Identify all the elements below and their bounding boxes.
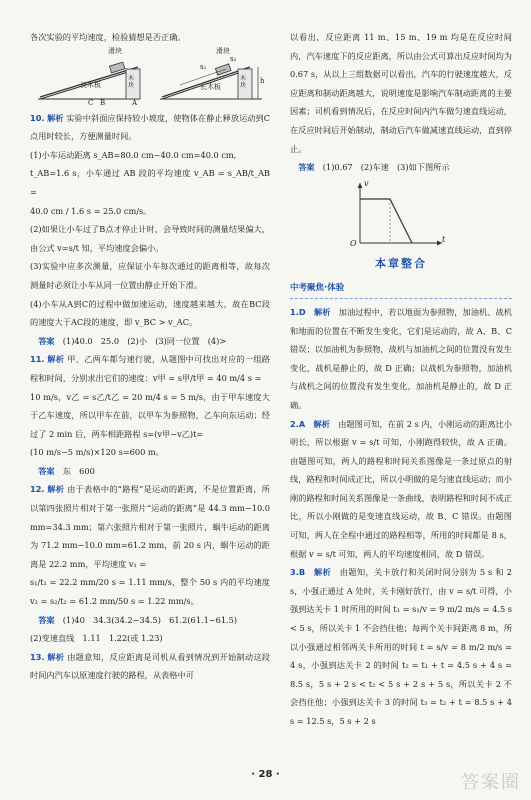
- q10-text-4: (2)如果让小车过了B点才停止计时，会导致时间的测量结果偏大，由公式 v=s/t 知，平均速度会偏小。: [30, 224, 270, 253]
- q13-answer-text: (1)0.67 (2)车速 (3)如下图所示: [322, 162, 450, 173]
- q11-answer-text: 东 600: [62, 465, 95, 476]
- item1-answer: D: [298, 306, 306, 317]
- label-s2: s₂: [230, 54, 237, 63]
- q10-answer-tag: 答案: [38, 335, 55, 346]
- vt-graph: [290, 177, 512, 249]
- item2-tag: 解析: [313, 418, 330, 429]
- q12-tag: 解析: [47, 484, 65, 495]
- q12-answer-2: (2)变速直线 1.11 1.22(或 1.23): [30, 633, 163, 644]
- q13-continued: 以看出，反应距离 11 m、15 m、19 m 均是在反应时间内，汽车速度下的反应距离，所以由公式可算出反应时间均为 0.67 s，从以上三组数据可以看出，汽车的行驶速度越大，反应距离和制动距离越大，说明速度是影响汽车制动距离的主要因素；司机看到情况后，在反应时间内汽车做匀速直线运动，在反应时间后开始制动，制动后汽车做减速直线运动，直到停止。: [290, 32, 512, 154]
- label-board1: 长木板: [80, 80, 101, 89]
- q12-number: 12.: [30, 484, 45, 495]
- q11-text-2: (10 m/s−5 m/s)×120 s=600 m。: [30, 447, 164, 458]
- q10-number: 10.: [30, 112, 45, 123]
- graph-origin: O: [350, 238, 357, 248]
- incline-figure: [30, 47, 270, 109]
- q10-text-0: 实验中斜面应保持较小坡度，使物体在静止释放运动到C点用时较长，方便测量时间。: [30, 112, 271, 142]
- q11-text-1: 10 m/s，v乙 = s乙/t乙 = 20 m/4 s = 5 m/s，由于甲车速度大于乙车速度，所以甲车在前，以甲车为参照物，乙车向东运动；经过了 2 min 后，两车相距路程 s=(v甲−v乙)t=: [30, 391, 270, 439]
- section-subhead: 中考聚焦·体验: [290, 279, 512, 299]
- q12-text-1: s₁/t₁ = 22.2 mm/20 s = 1.11 mm/s，整个 50 s 内的平均速度 v₂ = s₂/t₂ = 61.2 mm/50 s = 1.22 mm/s。: [30, 577, 270, 607]
- q10-text-1: (1)小车运动距离 s_AB=80.0 cm−40.0 cm=40.0 cm,: [30, 149, 237, 160]
- q11-answer: [30, 462, 270, 481]
- q12-head: [30, 480, 270, 573]
- item3-text: 由题知，关卡放行和关闭时间分别为 5 s 和 2 s，小强正通过 A 处时，关卡刚好放行，由 v = s/t 可得，小强到达关卡 1 时所用的时间 t₁ = s₁/v = 9 m/2 m/s = 4.5 s < 5 s，所以关卡 1 不会挡住他；每两个关卡间距离 8 m，所以小强通过相邻两关卡所用的时间 t = s/v = 8 m/2 m/s = 4 s，小强到达关卡 2 的时间 t₂ = t₁ + t = 4.5 s + 4 s = 8.5 s，5 s + 2 s < t₂ < 5 s + 2 s + 5 s，所以关卡 2 不会挡住他；小强到达关卡 3 的时间 t₃ = t₂ + t = 8.5 s + 4 s = 12.5 s，5 s + 2 s: [290, 567, 513, 726]
- q11-head: [30, 350, 270, 387]
- q10-text-5: (3)实验中应多次测量，应保证小车每次通过的距离相等，故每次测量时必须让小车从同一位置由静止开始下滑。: [30, 261, 270, 290]
- label-board2: 长木板: [200, 82, 221, 91]
- item1-number: 1.: [290, 306, 299, 317]
- label-slider1: 滑块: [108, 46, 122, 55]
- label-B: B: [100, 98, 106, 107]
- q12-text-0: 由于表格中的“路程”是运动的距离，不是位置距离，所以第四张照片相对于第一张照片“运动的距离”是 44.3 mm−10.0 mm=34.3 mm；第六张照片相对于第一张照片，蜗牛运动的距离为 71.2 mm−10.0 mm=61.2 mm，前 20 s 内，蜗牛运动的距离是 22.2 mm，平均速度 v₁ =: [30, 484, 270, 569]
- q10-text-3: 40.0 cm / 1.6 s = 25.0 cm/s。: [30, 205, 152, 216]
- q12-answer: [30, 611, 270, 630]
- q13-answer-tag: 答案: [298, 162, 315, 173]
- page-number: · 28 ·: [251, 769, 280, 780]
- q12-answer-text: (1)40 34.3(34.2~34.5) 61.2(61.1~61.5): [62, 614, 238, 625]
- left-intro: 各次实验的平均速度，检验猜想是否正确。: [30, 32, 186, 42]
- item3-tag: 解析: [314, 567, 332, 578]
- q11-tag: 解析: [47, 354, 65, 365]
- section-title: 本章整合: [375, 256, 427, 270]
- q10-text-6: (4)小车从A到C的过程中做加速运动，速度越来越大，故在BC段的速度大于AC段的速度，即 v_BC > v_AC。: [30, 298, 270, 328]
- label-C: C: [88, 98, 94, 107]
- item2-text: 由题图可知，在前 2 s 内，小刚运动的距离比小明长，所以根据 v = s/t 可知，小刚跑得较快，故 A 正确。由题图可知，两人的路程和时间关系图像是一条过原点的射线，路程和时间成正比，所以小明做的是匀速直线运动；而小刚的路程和时间关系图像是一条曲线，表明路程和时间不成正比，所以小刚做的是变速直线运动，故 B、C 错误。由题图可知，两人在全程中通过的路程相等，所用的时间都是 8 s，根据 v = s/t 可知，两人的平均速度相同，故 D 错误。: [290, 418, 512, 559]
- q11-answer-tag: 答案: [38, 465, 55, 476]
- q13-text: 由题意知，反应距离是司机从看到情况到开始制动这段时间内汽车以原速度行驶的路程，从表格中可: [30, 651, 270, 681]
- vt-graph-svg: [290, 177, 512, 249]
- item3-number: 3.: [290, 567, 299, 578]
- item2-number: 2.: [290, 418, 299, 429]
- label-h: h: [260, 76, 265, 85]
- q13-head: [30, 648, 270, 685]
- q13-number: 13.: [30, 651, 45, 662]
- label-A: A: [132, 98, 138, 107]
- q10-answer-text: (1)40.0 25.0 (2)小 (3)同一位置 (4)>: [62, 335, 227, 346]
- item3: [290, 563, 512, 730]
- watermark-logo: 答案圈: [461, 772, 521, 793]
- q11-number: 11.: [30, 354, 45, 365]
- item3-answer: B: [298, 567, 306, 578]
- q10-head: [30, 109, 270, 146]
- q10-answer: [30, 332, 270, 351]
- item2-answer: A: [298, 418, 306, 429]
- q13-answer: [290, 158, 512, 177]
- item1-text: 加油过程中，若以地面为参照物，加油机、战机和地面的位置在不断发生变化，它们是运动的，故 A、B、C 错误；以加油机为参照物，战机与加油机之间的位置没有发生变化，战机是静止的，故 D 正确；以战机为参照物，加油机与战机之间的位置没有发生变化，加油机是静止的，故 D 正确。: [290, 306, 512, 410]
- item1-tag: 解析: [313, 306, 331, 317]
- q10-text-2: t_AB=1.6 s，小车通过 AB 段的平均速度 v_AB = s_AB/t_AB =: [30, 168, 270, 197]
- q11-text-0: 甲、乙两车都匀速行驶，从题图中可找出对应的一组路程和时间，分别求出它们的速度：v甲 = s甲/t甲 = 40 m/4 s =: [30, 354, 270, 383]
- graph-axis-t: t: [442, 234, 446, 244]
- label-block1: 木块: [128, 74, 135, 89]
- item2: [290, 415, 512, 564]
- q12-answer-tag: 答案: [38, 614, 55, 625]
- q13-tag: 解析: [47, 651, 65, 662]
- item1: [290, 303, 512, 415]
- right-column: [290, 28, 512, 731]
- left-column: [30, 28, 270, 685]
- graph-axis-v: v: [364, 178, 369, 188]
- label-s1: s₁: [200, 62, 207, 71]
- q10-tag: 解析: [47, 112, 64, 123]
- label-block2: 木块: [240, 74, 247, 89]
- label-slider2: 滑块: [216, 46, 230, 55]
